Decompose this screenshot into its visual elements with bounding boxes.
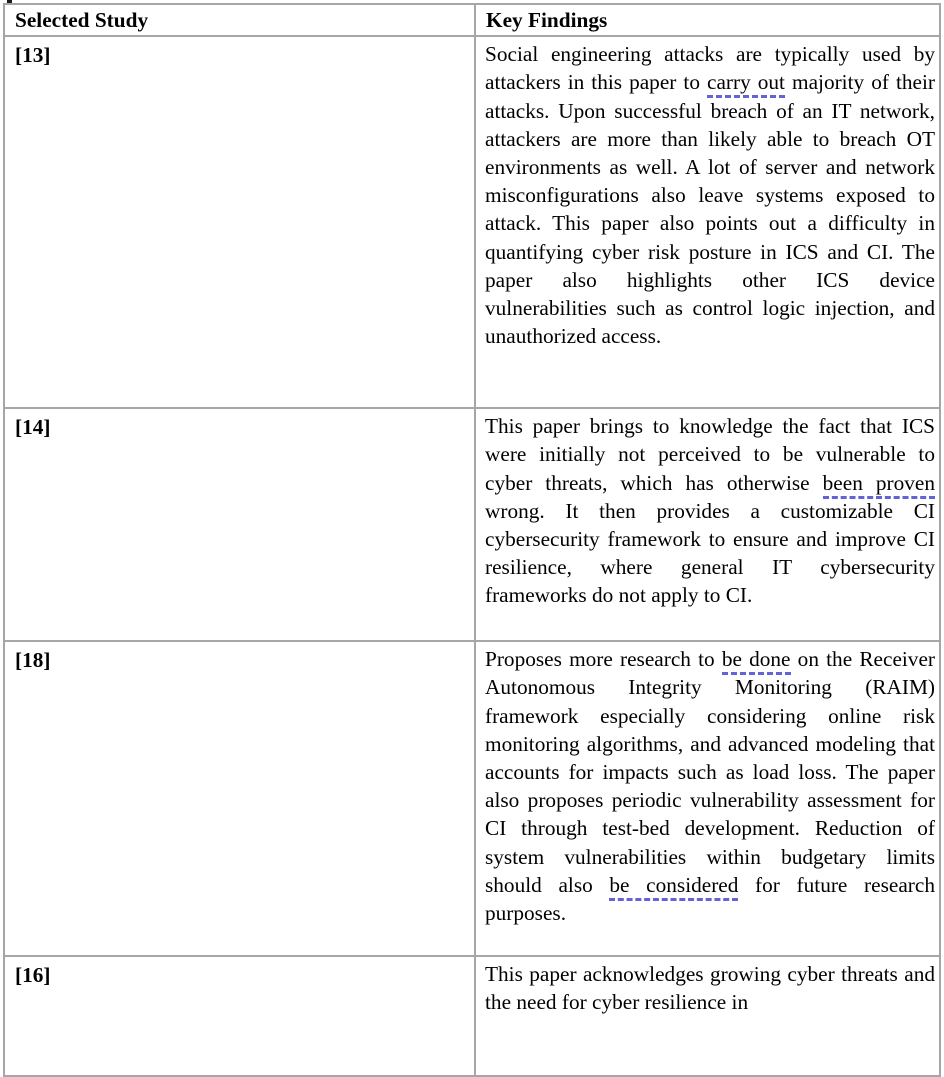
grammar-check-underline: be considered xyxy=(609,873,738,901)
findings-cell: This paper acknowledges growing cyber threats and the need for cyber resilience in xyxy=(475,956,940,1076)
findings-cell: Social engineering attacks are typically used by attackers in this paper to carry out majority of their attacks. Upon successful breach of an IT network, attackers are more than likely able to breach OT environments as well. A lot of server and network misconfigurations also leave systems exposed to attack. This paper also points out a difficulty in quantifying cyber risk posture in ICS and CI. The paper also highlights other ICS device vulnerabilities such as control logic injection, and unauthorized access. xyxy=(475,36,940,408)
table-row xyxy=(4,408,940,641)
table-body xyxy=(4,36,940,1076)
study-cell: [13] xyxy=(4,36,475,408)
column-header-selected-study: Selected Study xyxy=(4,4,475,36)
study-cell: [18] xyxy=(4,641,475,956)
grammar-check-underline: carry out xyxy=(707,70,785,98)
study-cell: [16] xyxy=(4,956,475,1076)
findings-cell: This paper brings to knowledge the fact that ICS were initially not perceived to be vulnerable to cyber threats, which has otherwise been proven wrong. It then provides a customizable CI cybersecurity framework to ensure and improve CI resilience, where general IT cybersecurity frameworks do not apply to CI. xyxy=(475,408,940,641)
table-row xyxy=(4,36,940,408)
findings-table xyxy=(3,3,941,1077)
table-row xyxy=(4,956,940,1076)
table-row xyxy=(4,641,940,956)
findings-cell: Proposes more research to be done on the Receiver Autonomous Integrity Monitoring (RAIM) framework especially considering online risk monitoring algorithms, and advanced modeling that accounts for impacts such as load loss. The paper also proposes periodic vulnerability assessment for CI through test-bed development. Reduction of system vulnerabilities within budgetary limits should also be considered for future research purposes. xyxy=(475,641,940,956)
grammar-check-underline: been proven xyxy=(823,471,935,499)
grammar-check-underline: be done xyxy=(722,647,791,675)
column-header-key-findings: Key Findings xyxy=(475,4,940,36)
table-header-row xyxy=(4,4,940,36)
study-cell: [14] xyxy=(4,408,475,641)
